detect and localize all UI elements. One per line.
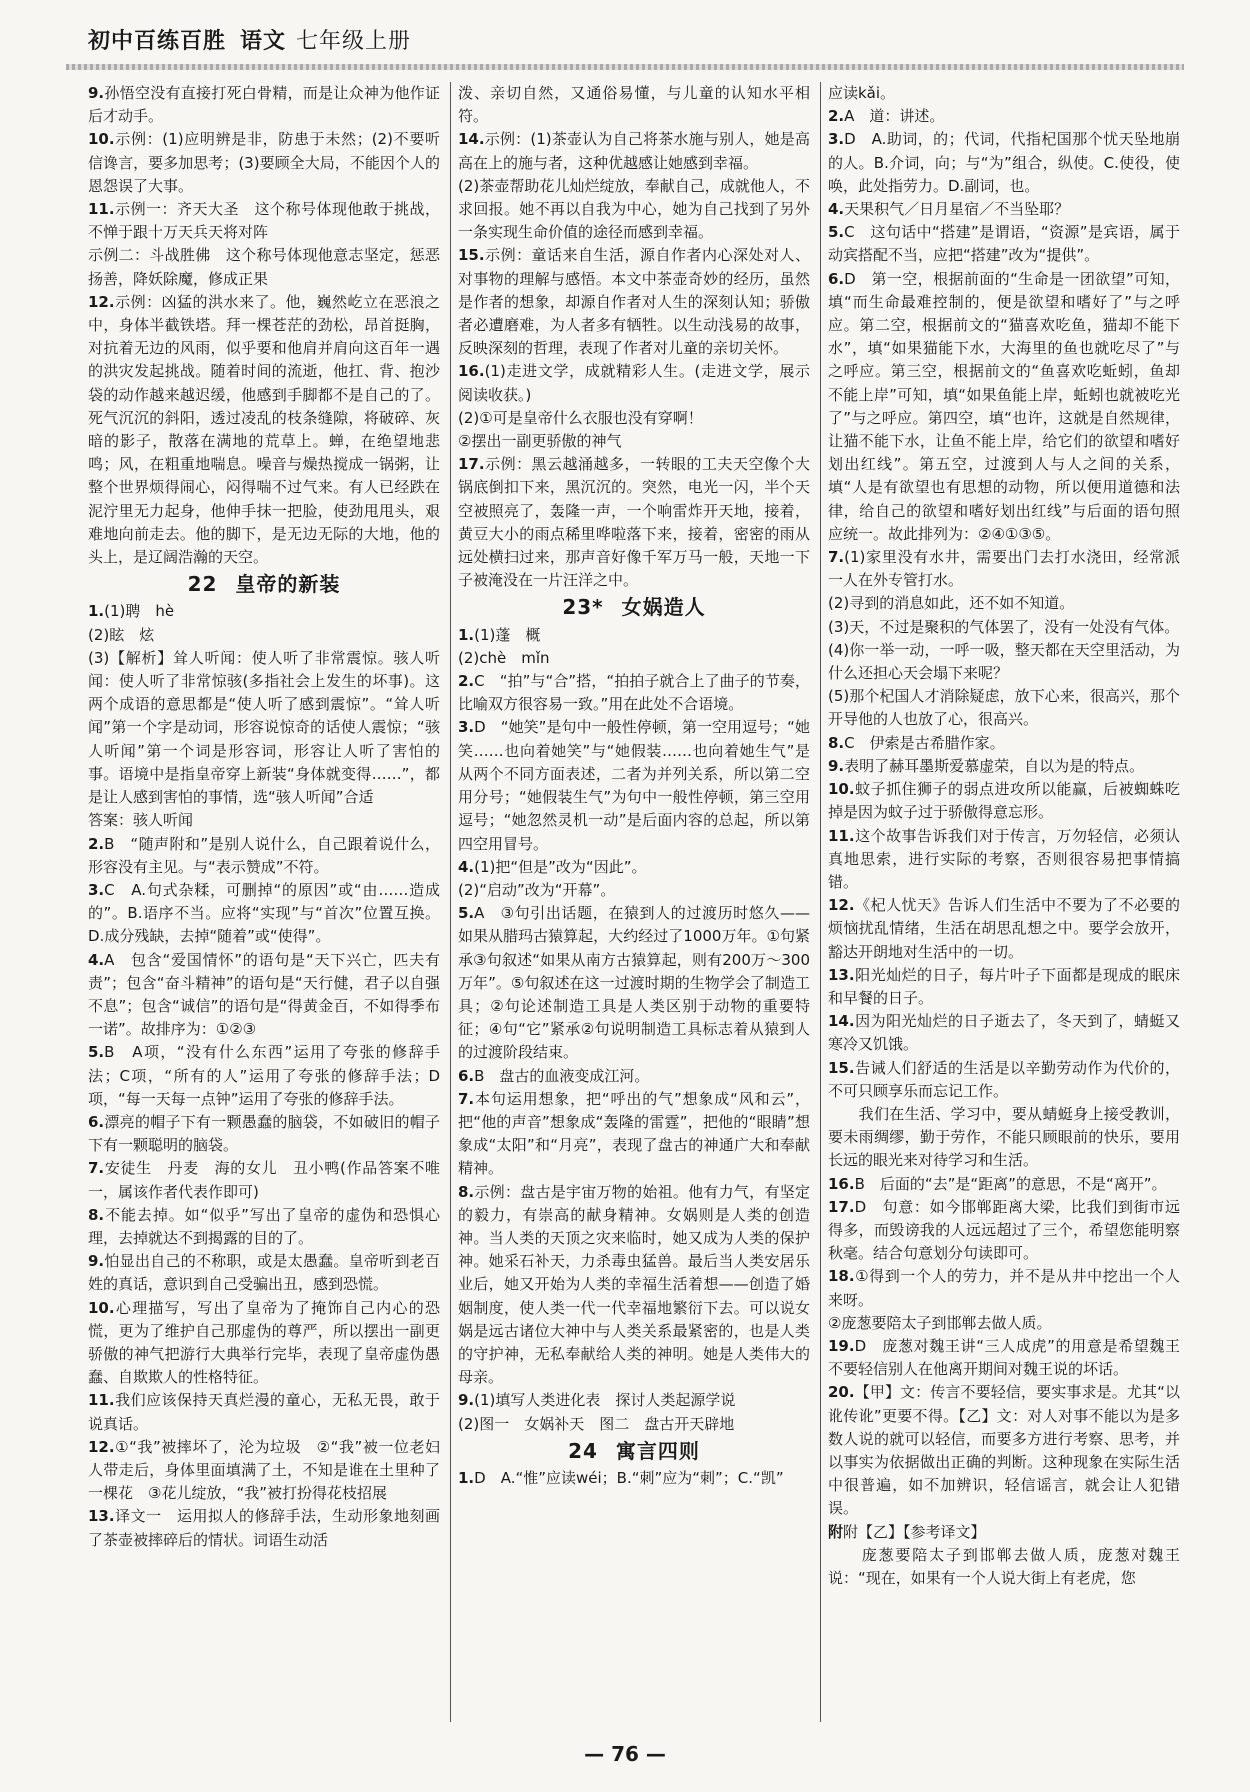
item-number: 16. bbox=[828, 1174, 855, 1193]
answer-text: 《杞人忧天》告诉人们生活中不要为了不必要的烦恼扰乱情绪，生活在胡思乱想之中。要学会放开，豁达开朗地对生活中的一切。 bbox=[828, 896, 1180, 961]
item-number: 3. bbox=[458, 718, 475, 737]
item-number: 19. bbox=[828, 1336, 855, 1355]
answer-text: D A.助词，的；代词，代指杞国那个忧天坠地崩的人。B.介词，向；与“为”组合，纵使。C.使役，使唤，此处指劳力。D.副词，也。 bbox=[828, 130, 1180, 195]
answer-text: D 庞葱对魏王讲“三人成虎”的用意是希望魏王不要轻信别人在他离开期间对魏王说的坏话。 bbox=[828, 1336, 1180, 1379]
answer-item bbox=[828, 894, 1180, 964]
answer-item bbox=[458, 407, 810, 430]
answer-text: ①“我”被摔坏了，沦为垃圾 ②“我”被一位老妇人带走后，身体里面填满了土，不知是谁在土里种了一棵花 ③花儿绽放，“我”被打扮得花枝招展 bbox=[88, 1437, 440, 1503]
item-number: 12. bbox=[88, 292, 115, 311]
section-number: 22 bbox=[187, 572, 218, 597]
answer-text: C A.句式杂糅，可删掉“的原因”或“由……造成的”。B.语序不当。应将“实现”与“首次”位置互换。D.成分残缺，去掉“随着”或“使得”。 bbox=[88, 880, 440, 946]
item-number: 13. bbox=[828, 965, 855, 984]
answer-text: 我们在生活、学习中，要从蜻蜓身上接受教训，要未雨绸缪，勤于劳作，不能只顾眼前的快乐，要用长远的眼光来对待学习和生活。 bbox=[828, 1104, 1180, 1170]
answer-columns bbox=[88, 82, 1178, 1722]
item-number: 11. bbox=[88, 200, 115, 219]
answer-item bbox=[458, 879, 810, 902]
section-number: 24 bbox=[568, 1438, 598, 1463]
answer-item bbox=[828, 198, 1180, 221]
answer-item bbox=[88, 82, 440, 128]
answer-item bbox=[828, 1312, 1180, 1335]
answer-text: 表明了赫耳墨斯爱慕虚荣，自以为是的特点。 bbox=[844, 756, 1145, 775]
item-number: 4. bbox=[828, 200, 845, 219]
answer-item bbox=[828, 1544, 1180, 1590]
answer-item bbox=[458, 856, 810, 879]
answer-item bbox=[88, 198, 440, 244]
item-number: 6. bbox=[458, 1066, 475, 1085]
answer-item bbox=[828, 1057, 1180, 1103]
answer-text: 示例：黑云越涌越多，一转眼的工夫天空像个大锅底倒扣下来，黑沉沉的。突然，电光一闪，半个天空被照亮了，轰隆一声，一个响雷炸开天地，接着，黄豆大小的雨点稀里哗啦落下来，接着，密密的雨从远处横扫过来，那声音好像千军万马一般，天地一下子被淹没在一片汪洋之中。 bbox=[458, 455, 810, 590]
answer-item bbox=[458, 647, 810, 670]
item-number: 11. bbox=[828, 826, 855, 845]
answer-item bbox=[828, 964, 1180, 1010]
answer-text: 心理描写，写出了皇帝为了掩饰自己内心的恐慌，更为了维护自己那虚伪的尊严，所以摆出一副更骄傲的神气把游行大典举行完毕，表现了皇帝虚伪愚蠢、自欺欺人的性格特征。 bbox=[88, 1298, 440, 1387]
answer-text: ①得到一个人的劳力，并不是从井中挖出一个人来呀。 bbox=[828, 1267, 1180, 1309]
answer-item bbox=[828, 616, 1180, 639]
item-number: 5. bbox=[458, 904, 475, 923]
grade-name: 七年级上册 bbox=[296, 29, 412, 54]
column-1 bbox=[88, 82, 440, 1722]
section-title bbox=[458, 1440, 810, 1463]
item-number: 5. bbox=[88, 1043, 105, 1062]
item-number: 4. bbox=[88, 950, 105, 969]
answer-item bbox=[828, 732, 1180, 755]
answer-item bbox=[458, 360, 810, 406]
item-number: 5. bbox=[828, 223, 845, 242]
item-number: 2. bbox=[458, 672, 475, 691]
answer-item bbox=[88, 1204, 440, 1250]
answer-text: B 后面的“去”是“距离”的意思，不是“离开”。 bbox=[854, 1174, 1167, 1193]
item-number: 3. bbox=[828, 130, 845, 149]
answer-text: C 这句话中“搭建”是谓语，“资源”是宾语，属于动宾搭配不当，应把“搭建”改为“提供”。 bbox=[828, 223, 1180, 265]
item-number: 7. bbox=[458, 1089, 475, 1108]
answer-text: 答案：骇人听闻 bbox=[88, 811, 194, 830]
answer-item bbox=[88, 809, 440, 832]
answer-text: 因为阳光灿烂的日子逝去了，冬天到了，蜻蜓又寒冷又饥饿。 bbox=[828, 1012, 1180, 1054]
answer-text: (2)图一 女娲补天 图二 盘古开天辟地 bbox=[458, 1414, 735, 1433]
answer-text: (1)家里没有水井，需要出门去打水浇田，经常派一人在外专管打水。 bbox=[828, 548, 1180, 590]
section-name: 寓言四则 bbox=[615, 1438, 700, 1463]
item-number: 8. bbox=[828, 733, 845, 752]
item-number: 14. bbox=[458, 130, 485, 149]
answer-text: D 第一空，根据前面的“生命是一团欲望”可知，填“而生命最难控制的，便是欲望和嗜好了”与之呼应。第二空，根据前文的“猫喜欢吃鱼，猫却不能下水”，填“如果猫能下水，大海里的鱼也就吃尽了”与之呼应。第三空，根据前文的“鱼喜欢吃蚯蚓，鱼却不能上岸”可知，填“如果鱼能上岸，蚯蚓也就被吃光了”与之呼应。第四空，填“也许，这就是自然规律，让猫不能下水，让鱼不能上岸，给它们的欲望和嗜好划出红线”。第五空，过渡到人与人之间的关系，填“人是有欲望也有思想的动物，所以便用道德和法律，给自己的欲望和嗜好划出红线”与后面的语句照应统一。故此排列为：②④①③⑤。 bbox=[828, 269, 1180, 543]
answer-text: C “拍”与“合”搭，“拍拍子就合上了曲子的节奏，比喻双方很容易一致。”用在此处不合语境。 bbox=[458, 672, 810, 714]
answer-item bbox=[828, 546, 1180, 592]
answer-item bbox=[828, 1010, 1180, 1056]
answer-item bbox=[828, 778, 1180, 824]
answer-text: B “随声附和”是别人说什么，自己跟着说什么，形容没有主见。与“表示赞成”不符。 bbox=[88, 834, 440, 876]
answer-item bbox=[88, 1157, 440, 1203]
section-name: 皇帝的新装 bbox=[235, 572, 341, 597]
item-number: 8. bbox=[458, 1182, 475, 1201]
answer-text: 【甲】文：传言不要轻信，要实事求是。尤其“以讹传讹”更要不得。【乙】文：对人对事不能以为是多数人说的就可以轻信，而要多方进行考察、思考，并以事实为依据做出正确的判断。这种现象在实际生活中很普遍，如不加辨识，轻信谣言，就会让人犯错误。 bbox=[828, 1383, 1180, 1518]
answer-text: (4)你一举一动，一呼一吸，整天都在天空里活动，为什么还担心天会塌下来呢？ bbox=[828, 640, 1180, 683]
answer-text: (2)chè mǐn bbox=[458, 648, 550, 667]
section-title bbox=[458, 596, 810, 619]
item-number: 1. bbox=[458, 625, 475, 644]
answer-item bbox=[88, 1436, 440, 1506]
section-title bbox=[88, 573, 440, 596]
answer-item bbox=[828, 268, 1180, 546]
answer-item bbox=[828, 128, 1180, 198]
answer-item bbox=[458, 1181, 810, 1390]
column-divider bbox=[820, 82, 821, 1722]
item-number: 20. bbox=[828, 1383, 855, 1402]
answer-text: 译文一 运用拟人的修辞手法，生动形象地刻画了茶壶被摔碎后的情状。词语生动活 bbox=[88, 1507, 440, 1549]
item-number: 17. bbox=[458, 455, 485, 474]
answer-text: B A项，“没有什么东西”运用了夸张的修辞手法；C项，“所有的人”运用了夸张的修辞手法；D项，“每一天每一点钟”运用了夸张的修辞手法。 bbox=[88, 1043, 440, 1108]
answer-text: (1)把“但是”改为“因此”。 bbox=[474, 857, 647, 876]
column-divider bbox=[450, 82, 451, 1722]
answer-item bbox=[458, 82, 810, 128]
answer-item bbox=[458, 670, 810, 716]
answer-item bbox=[458, 716, 810, 855]
answer-item bbox=[88, 879, 440, 949]
answer-text: 示例：盘古是宇宙万物的始祖。他有力气，有坚定的毅力，有崇高的献身精神。女娲则是人类的创造神。当人类的天顶之灾来临时，她又成为人类的保护神。她采石补天，力杀毒虫猛兽。最后当人类安居乐业后，她又开始为人类的幸福生活着想——创造了婚姻制度，使人类一代一代幸福地繁衍下去。可以说女娲是远古诸位大神中与人类关系最紧密的，也是人类的守护神，无私奉献给人类的神明。她是人类伟大的母亲。 bbox=[458, 1182, 810, 1387]
answer-text: C 伊索是古希腊作家。 bbox=[844, 733, 1005, 752]
item-number: 10. bbox=[828, 780, 855, 799]
answer-text: D “她笑”是句中一般性停顿，第一空用逗号；“她笑……也向着她笑”与“她假装……也向着她生气”是从两个不同方面表述，二者为并列关系，所以第二空用分号；“她假装生气”为句中一般性停顿，第三空用逗号；“她忽然灵机一动”是后面内容的总起，所以第四空用冒号。 bbox=[458, 718, 810, 853]
answer-text: B 盘古的血液变成江河。 bbox=[474, 1066, 650, 1085]
answer-item bbox=[458, 902, 810, 1064]
answer-text: A 包含“爱国情怀”的语句是“天下兴亡，匹夫有责”；包含“奋斗精神”的语句是“天行健，君子以自强不息”；包含“诚信”的语句是“得黄金百，不如得季布一诺”。故排序为：①②③ bbox=[88, 950, 440, 1039]
answer-item bbox=[828, 592, 1180, 615]
answer-item bbox=[88, 949, 440, 1042]
answer-text: 本句运用想象，把“呼出的气”想象成“风和云”，把“他的声音”想象成“轰隆的雷霆”，把他的“眼睛”想象成“太阳”和“月亮”，表现了盘古的神通广大和奉献精神。 bbox=[458, 1089, 810, 1178]
answer-item bbox=[458, 1065, 810, 1088]
answer-item bbox=[458, 1389, 810, 1412]
answer-text: (2)寻到的消息如此，还不如不知道。 bbox=[828, 594, 1075, 613]
answer-item bbox=[828, 82, 1180, 105]
answer-item bbox=[88, 647, 440, 809]
answer-text: D A.“惟”应读wéi；B.“刺”应为“刺”；C.“凯” bbox=[474, 1468, 784, 1487]
answer-item bbox=[458, 453, 810, 592]
answer-item bbox=[458, 1413, 810, 1436]
answer-text: 蚊子抓住狮子的弱点进攻所以能赢，后被蜘蛛吃掉是因为蚊子过于骄傲得意忘形。 bbox=[828, 780, 1180, 822]
page-header bbox=[66, 14, 1184, 66]
item-number: 14. bbox=[828, 1012, 855, 1031]
item-number: 13. bbox=[88, 1507, 115, 1526]
item-number: 15. bbox=[458, 246, 485, 265]
answer-text: (1)填写人类进化表 探讨人类起源学说 bbox=[474, 1391, 736, 1410]
answer-item bbox=[828, 105, 1180, 128]
answer-text: (3)【解析】耸人听闻：使人听了非常震惊。骇人听闻：使人听了非常惊骇(多指社会上发生的坏事)。这两个成语的意思都是“使人听了感到震惊”。“耸人听闻”第一个字是动词，形容说惊奇的话使人震惊；“骇人听闻”第一个词是形容词，形容让人听了害怕的事。语境中是指皇帝穿上新装“身体就变得……”，都是让人感到害怕的事情，选“骇人听闻”合适 bbox=[88, 648, 440, 807]
item-number: 2. bbox=[88, 834, 105, 853]
answer-text: (1)走进文学，成就精彩人生。(走进文学，展示阅读收获。) bbox=[458, 362, 810, 404]
item-number: 17. bbox=[828, 1197, 855, 1216]
answer-item bbox=[458, 430, 810, 453]
answer-item bbox=[828, 221, 1180, 267]
answer-item bbox=[828, 1265, 1180, 1311]
answer-text: A 道：讲述。 bbox=[844, 107, 945, 126]
answer-text: 告诫人们舒适的生活是以辛勤劳动作为代价的，不可只顾享乐而忘记工作。 bbox=[828, 1058, 1180, 1100]
item-number: 6. bbox=[828, 269, 845, 288]
item-number: 7. bbox=[828, 548, 845, 567]
answer-item bbox=[828, 685, 1180, 731]
answer-item bbox=[88, 1250, 440, 1296]
item-number: 16. bbox=[458, 362, 485, 381]
header-rule bbox=[66, 64, 1184, 70]
book-title bbox=[88, 24, 411, 55]
item-number: 8. bbox=[88, 1205, 105, 1224]
answer-item bbox=[458, 244, 810, 360]
item-number: 2. bbox=[828, 107, 845, 126]
answer-text: 这个故事告诉我们对于传言，万勿轻信，必须认真地思索，进行实际的考察，否则很容易把事情搞错。 bbox=[828, 826, 1180, 891]
answer-text: (5)那个杞国人才消除疑虑，放下心来，很高兴，那个开导他的人也放了心，很高兴。 bbox=[828, 687, 1180, 729]
item-number: 12. bbox=[828, 896, 855, 915]
item-number: 12. bbox=[88, 1437, 115, 1456]
answer-item bbox=[458, 1088, 810, 1181]
answer-item bbox=[88, 1389, 440, 1435]
answer-text: 示例：(1)应明辨是非，防患于未然；(2)不要听信谗言，要多加思考；(3)要顾全大局，不能因个人的恩怨误了大事。 bbox=[88, 130, 440, 195]
answer-item bbox=[88, 128, 440, 198]
answer-text: (1)聘 hè bbox=[104, 602, 175, 621]
answer-text: 应读kǎi。 bbox=[828, 84, 896, 102]
column-2 bbox=[458, 82, 810, 1722]
answer-item bbox=[458, 175, 810, 245]
answer-text: (1)蓬 概 bbox=[474, 625, 541, 644]
answer-item bbox=[88, 244, 440, 290]
answer-text: 不能去掉。如“似乎”写出了皇帝的虚伪和恐惧心理，去掉就达不到揭露的目的了。 bbox=[88, 1205, 440, 1247]
answer-text: 泼、亲切自然，又通俗易懂，与儿童的认知水平相符。 bbox=[458, 84, 810, 126]
answer-text: D 句意：如今邯郸距离大梁，比我们到街市远得多，而毁谤我的人远远超过了三个，希望您能明察秋毫。结合句意划分句读即可。 bbox=[828, 1197, 1180, 1263]
page-number: — 76 — bbox=[584, 1742, 666, 1766]
answer-text: 天果积气／日月星宿／不当坠耶？ bbox=[844, 200, 1070, 219]
answer-item bbox=[88, 600, 440, 623]
item-number: 18. bbox=[828, 1267, 855, 1286]
answer-item bbox=[458, 1467, 810, 1490]
answer-text: (2)眩 炫 bbox=[88, 625, 155, 644]
answer-text: 阳光灿烂的日子，每片叶子下面都是现成的眠床和早餐的日子。 bbox=[828, 965, 1180, 1007]
answer-text: (2)①可是皇帝什么衣服也没有穿啊！ bbox=[458, 408, 703, 427]
answer-item bbox=[828, 1103, 1180, 1173]
answer-item bbox=[88, 1505, 440, 1551]
answer-item bbox=[88, 1111, 440, 1157]
item-number: 附 bbox=[828, 1522, 844, 1541]
item-number: 15. bbox=[828, 1058, 855, 1077]
answer-text: (3)天，不过是聚积的气体罢了，没有一处没有气体。 bbox=[828, 617, 1180, 636]
answer-item bbox=[458, 128, 810, 174]
answer-text: 示例：童话来自生活，源自作者内心深处对人、对事物的理解与感悟。本文中茶壶奇妙的经历，虽然是作者的想象，却源自作者对人生的深刻认知；骄傲者必遭磨难，为人者多有牺牲。以生动浅易的故事，反映深刻的哲理，表现了作者对儿童的亲切关怀。 bbox=[458, 246, 810, 358]
answer-text: A ③句引出话题，在猿到人的过渡历时悠久——如果从腊玛古猿算起，大约经过了1000万年。①句紧承③句叙述“如果从南方古猿算起，则有200万～300万年”。⑤句叙述在这一过渡时期的生物学会了制造工具；②句论述制造工具是人类区别于动物的重要特征；④句“它”紧承②句说明制造工具标志着从猿到人的过渡阶段结束。 bbox=[458, 904, 810, 1062]
answer-item bbox=[88, 1297, 440, 1390]
answer-text: 庞葱要陪太子到邯郸去做人质，庞葱对魏王说：“现在，如果有一个人说大街上有老虎，您 bbox=[828, 1545, 1180, 1587]
item-number: 1. bbox=[458, 1468, 475, 1487]
column-3 bbox=[828, 82, 1180, 1722]
answer-item bbox=[88, 833, 440, 879]
answer-text: ②庞葱要陪太子到邯郸去做人质。 bbox=[828, 1313, 1052, 1332]
answer-item bbox=[828, 1381, 1180, 1520]
answer-text: 孙悟空没有直接打死白骨精，而是让众神为他作证后才动手。 bbox=[88, 84, 440, 126]
item-number: 6. bbox=[88, 1112, 105, 1131]
answer-text: 示例一：齐天大圣 这个称号体现他敢于挑战，不惮于跟十万天兵天将对阵 bbox=[88, 200, 440, 242]
answer-item bbox=[828, 1173, 1180, 1196]
subject-name: 语文 bbox=[240, 29, 287, 54]
item-number: 10. bbox=[88, 1298, 115, 1317]
answer-text: 怕显出自己的不称职，或是太愚蠢。皇帝听到老百姓的真话，意识到自己受骗出丑，感到恐慌。 bbox=[88, 1252, 440, 1294]
answer-text: (2)茶壶帮助花儿灿烂绽放，奉献自己，成就他人，不求回报。她不再以自我为中心，她为自己找到了另外一条实现生命价值的途径而感到幸福。 bbox=[458, 176, 810, 242]
section-name: 女娲造人 bbox=[621, 595, 706, 620]
item-number: 9. bbox=[88, 84, 105, 102]
answer-item bbox=[828, 1521, 1180, 1544]
item-number: 4. bbox=[458, 857, 475, 876]
answer-item bbox=[88, 1041, 440, 1111]
answer-item bbox=[828, 1335, 1180, 1381]
answer-item bbox=[88, 624, 440, 647]
answer-item bbox=[458, 624, 810, 647]
item-number: 11. bbox=[88, 1391, 115, 1410]
answer-item bbox=[828, 639, 1180, 685]
item-number: 3. bbox=[88, 880, 105, 899]
answer-text: (2)“启动”改为“开幕”。 bbox=[458, 880, 616, 899]
answer-item bbox=[828, 755, 1180, 778]
item-number: 1. bbox=[88, 602, 105, 621]
answer-text: 附【乙】【参考译文】 bbox=[843, 1522, 986, 1541]
item-number: 9. bbox=[458, 1391, 475, 1410]
item-number: 9. bbox=[88, 1252, 105, 1271]
series-name: 初中百练百胜 bbox=[88, 29, 227, 54]
answer-text: 示例二：斗战胜佛 这个称号体现他意志坚定，惩恶扬善，降妖除魔，修成正果 bbox=[88, 246, 440, 288]
answer-text: 安徒生 丹麦 海的女儿 丑小鸭(作品答案不唯一，属该作者代表作即可) bbox=[88, 1159, 440, 1201]
item-number: 9. bbox=[828, 756, 845, 775]
answer-item bbox=[828, 825, 1180, 895]
item-number: 10. bbox=[88, 130, 115, 149]
answer-text: 我们应该保持天真烂漫的童心，无私无畏，敢于说真话。 bbox=[88, 1391, 440, 1433]
section-number: 23* bbox=[562, 595, 604, 620]
answer-text: 漂亮的帽子下有一颗愚蠢的脑袋，不如破旧的帽子下有一颗聪明的脑袋。 bbox=[88, 1112, 440, 1155]
item-number: 7. bbox=[88, 1159, 105, 1178]
answer-text: ②摆出一副更骄傲的神气 bbox=[458, 432, 622, 451]
answer-text: 示例：凶猛的洪水来了。他，巍然屹立在恶浪之中，身体半截铁塔。拜一棵苍茫的劲松，昂首挺胸，对抗着无边的风雨，似乎要和他肩并肩向这百年一遇的洪灾发起挑战。随着时间的流逝，他扛、背、抱沙袋的动作越来越迟缓，他感到手脚都不是自己的了。死气沉沉的斜阳，透过凌乱的枝条缝隙，将破碎、灰暗的影子，散落在满地的荒草上。蝉，在绝望地悲鸣；风，在粗重地喘息。噪音与燥热搅成一锅粥，让整个世界烦得闹心，闷得喘不过气来。有人已经跌在泥泞里无力起身，他伸手抹一把脸，使劲甩甩头，艰难地向前走去。他的脚下，是无边无际的大地，他的头上，是辽阔浩瀚的天空。 bbox=[88, 292, 440, 567]
answer-text: 示例：(1)茶壶认为自己将茶水施与别人，她是高高在上的施与者，这种优越感让她感到幸福。 bbox=[458, 130, 810, 172]
answer-item bbox=[828, 1196, 1180, 1266]
answer-item bbox=[88, 291, 440, 569]
